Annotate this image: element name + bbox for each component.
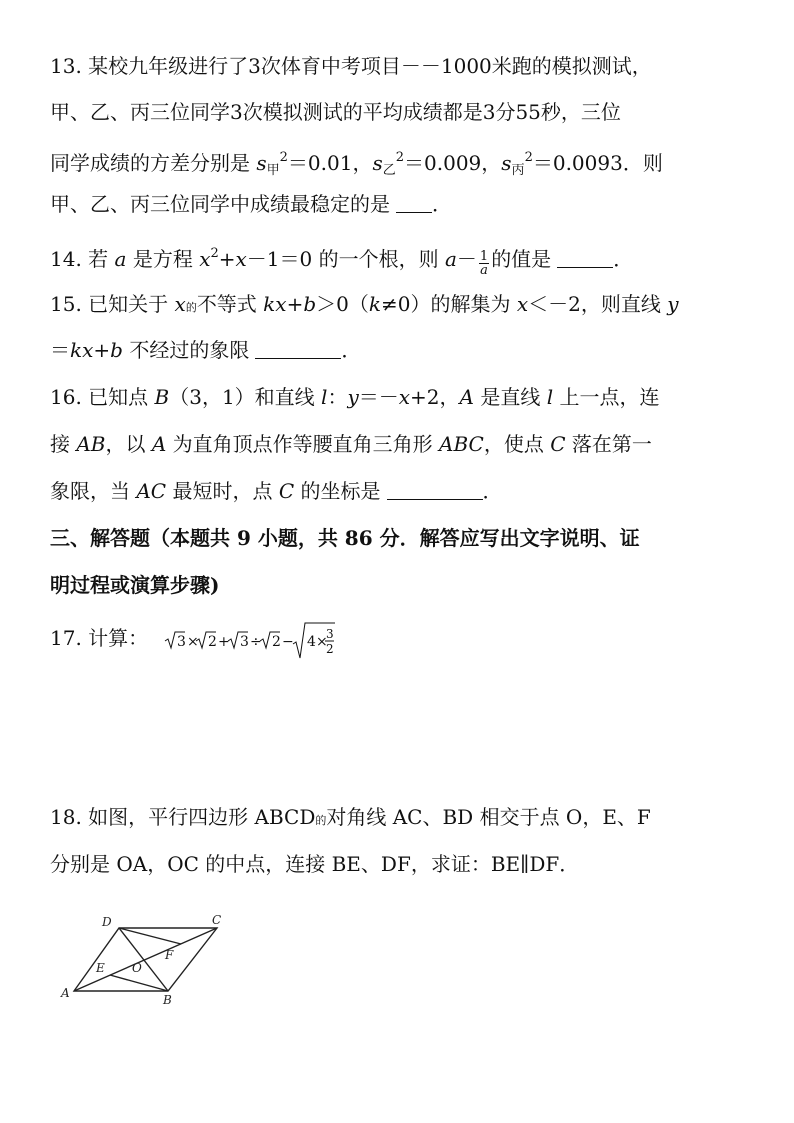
diagonal-bd <box>119 928 168 991</box>
answer-blank <box>396 190 432 213</box>
label-c: C <box>212 913 222 927</box>
q17-expression <box>163 620 353 662</box>
q13-line2: 甲、乙、丙三位同学3次模拟测试的平均成绩都是3分55秒，三位 <box>50 100 621 124</box>
radicand: 3 <box>240 634 249 650</box>
plus-sign: + <box>218 634 230 650</box>
radicand: 3 <box>177 634 186 650</box>
segment-be <box>110 975 168 991</box>
diagonal-ac <box>74 928 217 991</box>
q15-line1: 15. 已知关于 x的不等式 kx+b＞0（k≠0）的解集为 x＜－2，则直线 y <box>50 292 679 316</box>
q13-line1: 13. 某校九年级进行了3次体育中考项目－－1000米跑的模拟测试， <box>50 54 652 78</box>
label-a: A <box>61 986 70 1000</box>
section3-heading-line1: 三、解答题（本题共 9 小题，共 86 分．解答应写出文字说明、证 <box>50 526 640 550</box>
answer-blank <box>557 245 613 268</box>
label-o: O <box>132 961 142 975</box>
section3-heading-line2: 明过程或演算步骤) <box>50 573 220 597</box>
label-f: F <box>165 948 174 962</box>
q14-line: 14. 若 a 是方程 $x^2+x-1=0$ 的一个根，则 a－ $\frac{1}{a}$ 的值是 ． <box>50 246 634 278</box>
answer-blank <box>387 477 483 500</box>
times-sign: × <box>187 634 199 650</box>
q13-line4: 甲、乙、丙三位同学中成绩最稳定的是 ． <box>50 192 452 216</box>
minus-sign: − <box>282 634 294 650</box>
q16-line3: 象限，当 AC 最短时，点 C 的坐标是 ． <box>50 479 503 503</box>
radicand: 2 <box>208 634 217 650</box>
divide-sign: ÷ <box>250 634 262 650</box>
q13-line3: 同学成绩的方差分别是 $s_甲^2=0.01$，$s_乙^2=0.009$，$s_丙^2=0.0093$．则 <box>50 150 663 178</box>
label-d: D <box>102 915 112 929</box>
q16-line2: 接 AB，以 A 为直角顶点作等腰直角三角形 ABC，使点 C 落在第一 <box>50 432 652 456</box>
q16-line1: 16. 已知点 B（3，1）和直线 l：y＝－x+2，A 是直线 l 上一点，连 <box>50 385 660 409</box>
fraction: $\frac{1}{a}$ <box>479 249 489 278</box>
label-e: E <box>96 961 105 975</box>
q15-line2: ＝kx+b 不经过的象限 ． <box>50 338 362 362</box>
label-b: B <box>163 993 172 1007</box>
fraction-numerator: 3 <box>326 627 334 641</box>
fraction-denominator: 2 <box>326 642 334 656</box>
times-sign: × <box>316 634 328 650</box>
radicand: 2 <box>272 634 281 650</box>
segment-df <box>119 928 181 944</box>
q18-line1: 18. 如图，平行四边形 ABCD的对角线 AC、BD 相交于点 O，E、F <box>50 805 651 829</box>
radicand: 4 <box>307 634 316 650</box>
parallelogram-figure <box>50 912 240 1012</box>
answer-blank <box>255 336 341 359</box>
q17-label: 17. 计算： <box>50 626 149 650</box>
q18-line2: 分别是 OA，OC 的中点，连接 BE、DF，求证：BE∥DF． <box>50 852 580 876</box>
